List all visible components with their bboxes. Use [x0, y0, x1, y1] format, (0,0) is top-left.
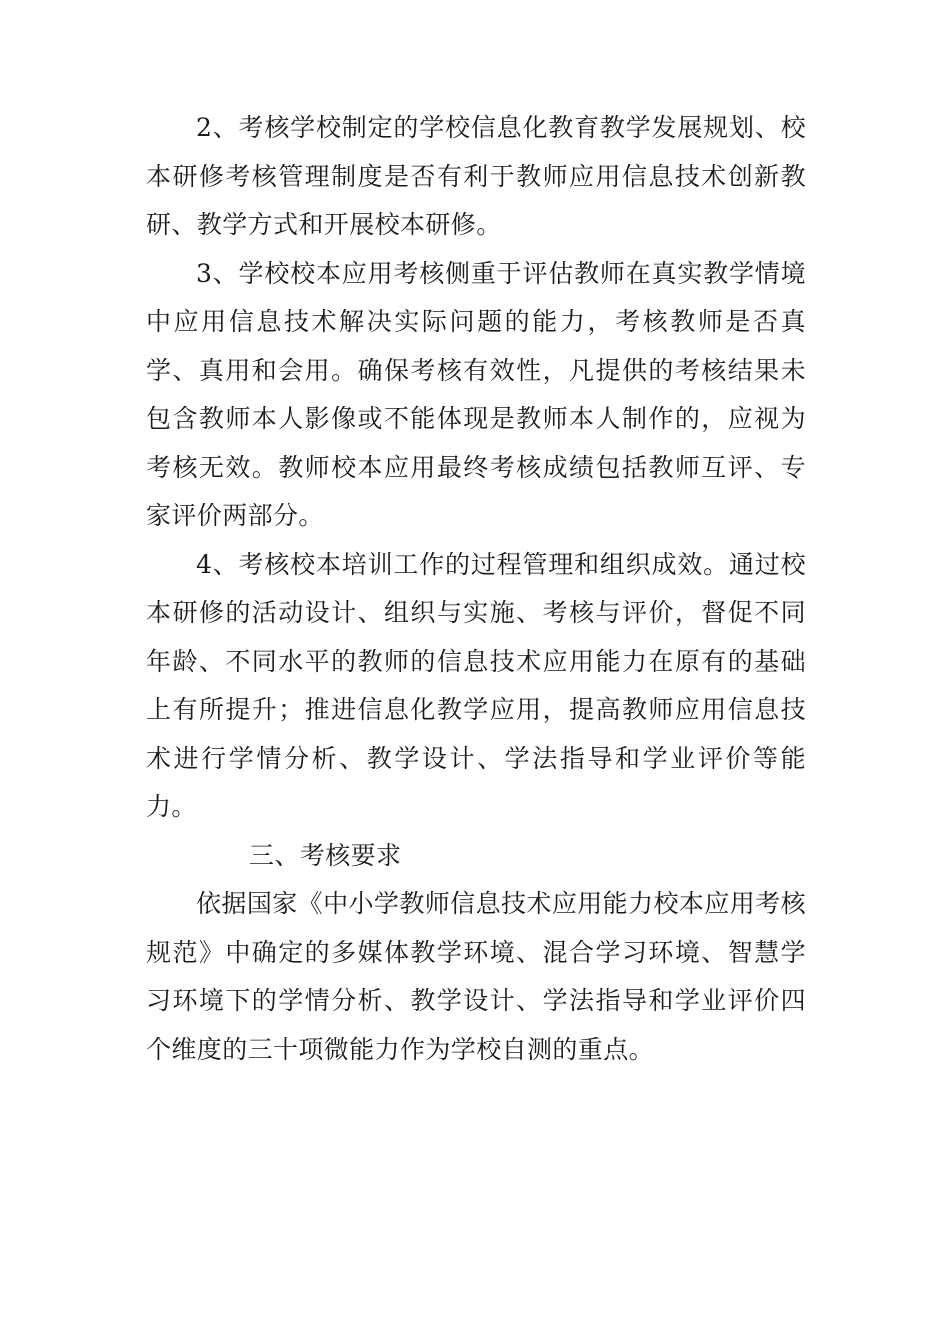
paragraph-item-4: 4、考核校本培训工作的过程管理和组织成效。通过校本研修的活动设计、组织与实施、考核与评价，督促不同年龄、不同水平的教师的信息技术应用能力在原有的基础上有所提升；推进信息化教学应用，提高教师应用信息技术进行学情分析、教学设计、学法指导和学业评价等能力。 [146, 549, 806, 821]
paragraph-requirements: 依据国家《中小学教师信息技术应用能力校本应用考核规范》中确定的多媒体教学环境、混合学习环境、智慧学习环境下的学情分析、教学设计、学法指导和学业评价四个维度的三十项微能力作为学校自测的重点。 [146, 889, 806, 1064]
document-body [146, 104, 806, 1074]
paragraph-item-2: 2、考核学校制定的学校信息化教育教学发展规划、校本研修考核管理制度是否有利于教师应用信息技术创新教研、教学方式和开展校本研修。 [146, 113, 806, 239]
paragraph-item-3: 3、学校校本应用考核侧重于评估教师在真实教学情境中应用信息技术解决实际问题的能力，考核教师是否真学、真用和会用。确保考核有效性，凡提供的考核结果未包含教师本人影像或不能体现是教师本人制作的，应视为考核无效。教师校本应用最终考核成绩包括教师互评、专家评价两部分。 [146, 258, 806, 530]
section-heading: 三、考核要求 [249, 840, 402, 870]
